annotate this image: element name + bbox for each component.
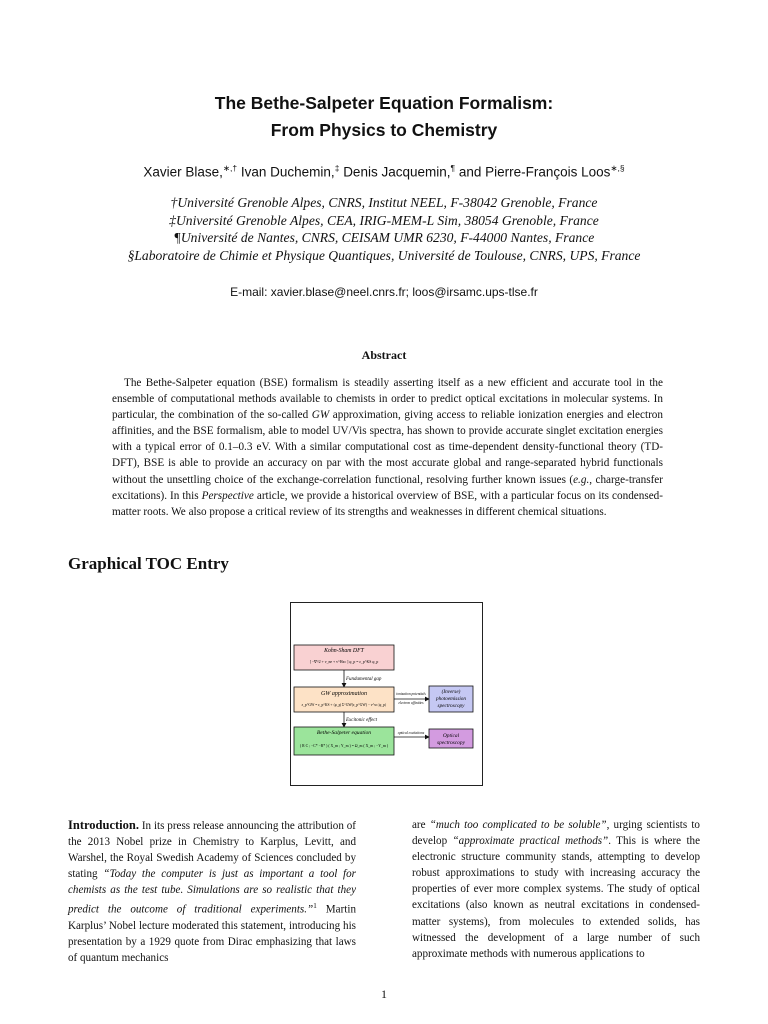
intro-left-2: Martin Karplus’ Nobel lecture moderated this statement, introducing his presentation by a 1929 quote from Dirac emphasizing that laws of quantum mechanics [68, 904, 356, 965]
affiliations [0, 194, 768, 264]
ks-equation: [ −∇²/2 + v_ne + v^Hxc ] φ_p = ε_p^KS φ_p [309, 660, 379, 664]
affinity-label: electron affinities [398, 701, 424, 705]
author-blase: Xavier Blase, [143, 164, 223, 180]
author-jacquemin-marks: ¶ [450, 163, 456, 173]
author-duchemin-marks: ‡ [334, 163, 340, 173]
ionization-label: ionization potentials [396, 692, 426, 696]
abstract-text [112, 375, 663, 520]
abstract-part-2: approximation, giving access to reliable ionization energies and electron affinities, and the BSE formalism, able to model UV/Vis spectra, has shown to provide accurate singlet excitation energies with a typical error of 0.1–0.3 eV. With a similar computational cost as time-dependent density-functional theory (TD-DFT), BSE is able to provide an accuracy on par with the most accurate global and range-separated hybrid functionals without the unsettling choice of the exchange-correlation functional, resolving further known issues ( [112, 409, 663, 486]
gw-equation: ε_p^GW = ε_p^KS + ⟨φ_p| Σ^GW(ε_p^GW) − v^xc |φ_p⟩ [301, 703, 387, 707]
intro-quote-practical: “approximate practical methods” [452, 835, 609, 848]
abstract-part-1: The Bethe-Salpeter equation (BSE) formalism is steadily asserting itself as a new efficient and accurate tool in the ensemble of computational methods available to chemists in order to predict optical excitations in molecular systems. In particular, the combination of the so-called [112, 377, 663, 422]
intro-right-1: are [412, 819, 430, 831]
bse-equation: ( R C ; −C* −R* ) ( X_m ; Y_m ) = Ω_m ( X_m ; −Y_m ) [299, 744, 389, 748]
intro-quote-nobel: “Today the computer is just as important a tool for chemists as the test tube. Simulations are so realistic that they predict the outcome of traditional experiments.” [68, 868, 356, 917]
author-jacquemin: Denis Jacquemin, [343, 164, 451, 180]
abstract-gw: GW [311, 409, 330, 422]
email-line: E-mail: xavier.blase@neel.cnrs.fr; loos@irsamc.ups-tlse.fr [230, 285, 538, 299]
abstract-heading: Abstract [361, 348, 407, 362]
abstract-part-3: , charge-transfer excitations). In this [112, 473, 663, 502]
toc-diagram [291, 603, 482, 785]
intro-column-left [68, 817, 356, 967]
ks-title: Kohn-Sham DFT [324, 648, 364, 654]
toc-graphic [290, 602, 483, 786]
paper-title [0, 90, 768, 144]
optical-excitations-label: optical excitations [397, 731, 425, 735]
affiliation-cea: ‡Université Grenoble Alpes, CEA, IRIG-MEM-L Sim, 38054 Grenoble, France [169, 212, 599, 228]
author-duchemin: Ivan Duchemin, [240, 164, 335, 180]
fundamental-gap-label: Fundamental gap [346, 677, 382, 682]
excitonic-label: Excitonic effect [346, 718, 377, 723]
title-line-2: From Physics to Chemistry [270, 120, 498, 140]
intro-right-2: , urging scientists to develop [412, 819, 700, 848]
author-loos: and Pierre-François Loos [458, 164, 611, 180]
author-blase-marks: ∗,† [222, 163, 238, 173]
intro-ref-1: 1 [313, 901, 317, 911]
author-loos-marks: ∗,§ [610, 163, 625, 173]
page-number: 1 [381, 987, 387, 1001]
intro-right-3: . This is where the electronic structure community stands, attempting to develop robust approximations to study with increasing accuracy the properties of ever more complex systems. The study of optical excitations (also known as neutral excitations in condensed-matter systems), from molecules to extended solids, has witnessed the development of a large number of such approximate methods with numerous applications to [412, 835, 700, 960]
affiliation-nantes: ¶Université de Nantes, CNRS, CEISAM UMR 6230, F-44000 Nantes, France [173, 230, 595, 246]
affiliation-toulouse: §Laboratoire de Chimie et Physique Quantiques, Université de Toulouse, CNRS, UPS, France [127, 247, 641, 263]
photo-line-2: photoemission [436, 696, 466, 702]
photo-line-3: spectroscopy [437, 703, 465, 709]
affiliation-neel: †Université Grenoble Alpes, CNRS, Institut NEEL, F-38042 Grenoble, France [170, 195, 598, 210]
optical-line-1: Optical [442, 733, 460, 739]
author-list [0, 163, 768, 180]
toc-heading: Graphical TOC Entry [68, 554, 229, 573]
bse-title: Bethe-Salpeter equation [316, 730, 372, 736]
intro-left-1: In its press release announcing the attribution of the 2013 Nobel prize in Chemistry to Karplus, Levitt, and Warshel, the Royal Swedish Academy of Sciences concluded by stating [68, 820, 356, 881]
intro-quote-dirac: “much too complicated to be soluble” [429, 819, 607, 831]
intro-lead: Introduction. [68, 818, 139, 832]
optical-line-2: spectroscopy [437, 740, 465, 746]
title-line-1: The Bethe-Salpeter Equation Formalism: [214, 93, 554, 113]
gw-title: GW approximation [321, 691, 367, 697]
abstract-perspective: Perspective [201, 489, 254, 502]
abstract-part-4: article, we provide a historical overview of BSE, with a particular focus on its condensed-matter roots. We also propose a critical review of its strengths and weaknesses in different chemical situations. [112, 489, 663, 518]
photo-line-1: (Inverse) [441, 689, 461, 695]
abstract-eg: e.g. [573, 473, 590, 486]
intro-column-right [412, 817, 700, 962]
